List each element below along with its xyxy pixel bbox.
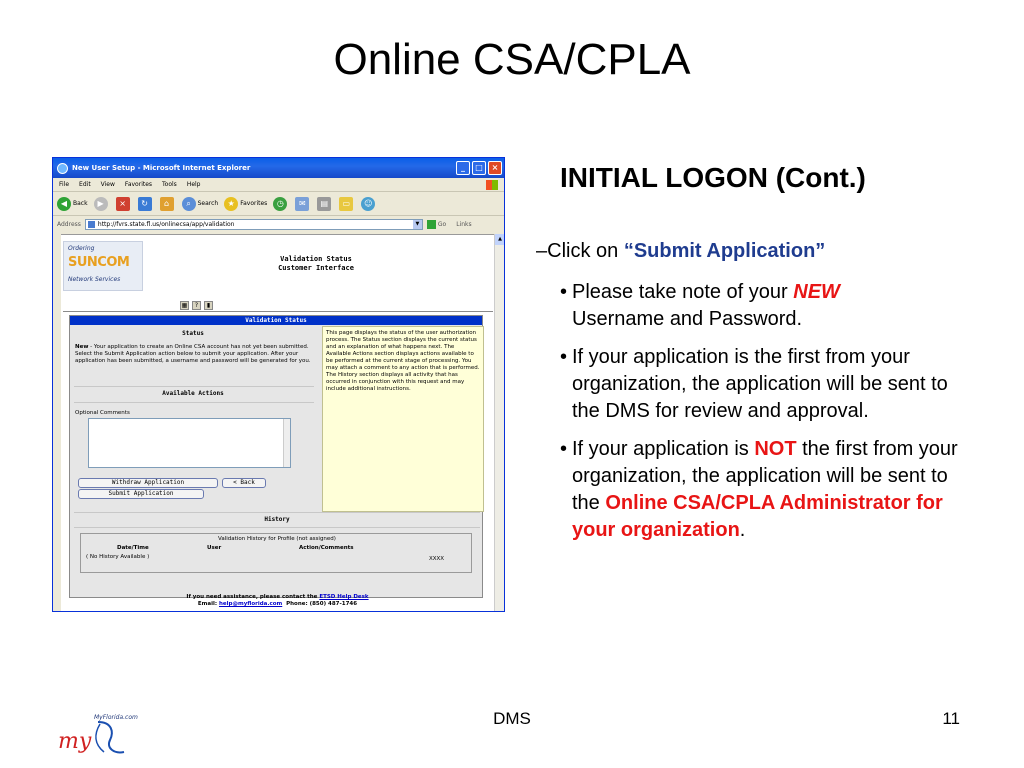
textarea-scrollbar[interactable] xyxy=(283,419,290,467)
address-input[interactable] xyxy=(85,219,423,230)
col-date: Date/Time xyxy=(117,545,149,551)
address-value: http://fvrs.state.fl.us/onlinecsa/app/validation xyxy=(97,220,235,228)
suncom-logo: Ordering SUNCOM Network Services xyxy=(63,241,143,291)
browser-title-bar xyxy=(53,158,504,178)
comments-textarea[interactable] xyxy=(88,418,291,468)
back-button[interactable]: ◀ Back xyxy=(57,197,88,211)
col-action: Action/Comments xyxy=(299,545,354,551)
help-panel: This page displays the status of the user authorization process. The Status section displays the current status and an explanation of what happens next. The Available Actions section displays actions available to be performed at the current stage of processing. You may attach a comment to any action that is performed. The History section displays all activity that has occurred in conjunction with this request and may include additional instructions. xyxy=(322,326,484,512)
logo-text: MyFlorida.com xyxy=(94,714,138,721)
chevron-down-icon[interactable]: ▼ xyxy=(413,220,422,229)
menu-file[interactable]: File xyxy=(59,181,70,188)
refresh-icon: ↻ xyxy=(138,197,152,211)
status-text: New - Your application to create an Online CSA account has not yet been submitted. Select the Submit Application action below to submit your application. After your application has been submitted, a username and password will be generated for you. xyxy=(75,344,311,364)
folder-icon: ▭ xyxy=(339,197,353,211)
col-user: User xyxy=(207,545,222,551)
star-icon: ★ xyxy=(224,197,238,211)
address-bar xyxy=(53,216,504,232)
withdraw-application-button[interactable]: Withdraw Application xyxy=(78,478,218,488)
actions-header: Available Actions xyxy=(162,390,224,397)
print-page-icon[interactable]: ▦ xyxy=(181,302,188,309)
exit-icon[interactable]: ▮ xyxy=(204,301,213,310)
forward-arrow-icon: ▶ xyxy=(94,197,108,211)
divider xyxy=(74,527,480,528)
utility-icons xyxy=(180,301,216,310)
print-icon: ▤ xyxy=(317,197,331,211)
history-icon: ◷ xyxy=(273,197,287,211)
divider xyxy=(74,512,480,513)
search-button[interactable]: ⌕ Search xyxy=(182,197,219,211)
help-icon[interactable]: ? xyxy=(192,301,201,310)
assistance-footer: If you need assistance, please contact the ETSD Help Desk Email: help@myflorida.com Phone: (850) 487-1746 xyxy=(186,594,369,607)
history-table xyxy=(80,533,472,573)
bullet-list xyxy=(536,238,976,555)
footer-label: DMS xyxy=(493,709,531,728)
browser-screenshot xyxy=(52,157,505,612)
go-button[interactable]: Go xyxy=(427,220,446,229)
mail-icon: ✉ xyxy=(295,197,309,211)
home-icon: ⌂ xyxy=(160,197,174,211)
messenger-button[interactable] xyxy=(361,197,377,211)
menu-help[interactable]: Help xyxy=(186,181,201,188)
page-header xyxy=(61,241,494,293)
slide-title: Online CSA/CPLA xyxy=(333,35,691,84)
edit-button[interactable] xyxy=(339,197,355,211)
help-desk-link[interactable]: ETSD Help Desk xyxy=(319,594,369,600)
sub-bullet-1: • Please take note of your NEW Username and Password. xyxy=(560,281,840,330)
menu-view[interactable]: View xyxy=(100,181,115,188)
menu-edit[interactable]: Edit xyxy=(79,181,91,188)
menu-tools[interactable]: Tools xyxy=(162,181,177,188)
refresh-button[interactable] xyxy=(138,197,154,211)
submit-application-button[interactable]: Submit Application xyxy=(78,489,204,499)
scroll-up-icon[interactable]: ▲ xyxy=(495,234,505,245)
history-subtitle: Validation History for Profile (not assigned) xyxy=(218,536,336,542)
email-link[interactable]: help@myflorida.com xyxy=(219,601,283,607)
stop-button[interactable] xyxy=(116,197,132,211)
menu-bar xyxy=(53,178,504,192)
history-placeholder: XXXX xyxy=(429,556,445,562)
history-button[interactable] xyxy=(273,197,289,211)
forward-button[interactable] xyxy=(94,197,110,211)
links-button[interactable]: Links xyxy=(456,220,472,228)
stop-icon: × xyxy=(116,197,130,211)
page-number: 11 xyxy=(942,709,960,728)
page-icon xyxy=(88,221,95,228)
ie-icon xyxy=(57,163,68,174)
maximize-icon[interactable]: □ xyxy=(472,161,486,175)
windows-flag-icon xyxy=(486,180,498,190)
address-label: Address xyxy=(57,220,81,228)
search-icon: ⌕ xyxy=(182,197,196,211)
back-arrow-icon: ◀ xyxy=(57,197,71,211)
sub-bullet-2: • If your application is the first from your organization, the application will be sent to the DMS for review and approval. xyxy=(560,346,948,422)
divider xyxy=(74,402,314,403)
logo-letters: my xyxy=(58,729,92,754)
history-empty: ( No History Available ) xyxy=(86,554,150,560)
section-title: INITIAL LOGON (Cont.) xyxy=(560,162,866,193)
page-scrollbar[interactable] xyxy=(494,234,505,612)
close-icon[interactable]: × xyxy=(488,161,502,175)
menu-favorites[interactable]: Favorites xyxy=(124,181,153,188)
go-arrow-icon xyxy=(427,220,436,229)
sub-bullet-3: • If your application is NOT the first from your organization, the application will be sent to the Online CSA/CPLA Administrator for your organization. xyxy=(560,438,958,541)
page-title: Validation Status Customer Interface xyxy=(278,255,354,272)
bullet-main: –Click on “Submit Application” xyxy=(536,240,826,262)
comments-label: Optional Comments xyxy=(75,410,130,416)
status-header: Status xyxy=(182,330,204,337)
minimize-icon[interactable]: _ xyxy=(456,161,470,175)
divider xyxy=(63,311,493,312)
favorites-button[interactable]: ★ Favorites xyxy=(224,197,267,211)
divider xyxy=(74,386,314,387)
window-title: New User Setup - Microsoft Internet Explorer xyxy=(72,164,251,172)
page-viewport xyxy=(61,234,494,612)
messenger-icon: ☺ xyxy=(361,197,375,211)
browser-toolbar xyxy=(53,192,504,216)
home-button[interactable] xyxy=(160,197,176,211)
history-header: History xyxy=(264,516,290,523)
validation-status-panel xyxy=(69,315,483,598)
back-button-page[interactable]: < Back xyxy=(222,478,266,488)
print-button[interactable] xyxy=(317,197,333,211)
panel-header: Validation Status xyxy=(70,316,482,325)
mail-button[interactable] xyxy=(295,197,311,211)
